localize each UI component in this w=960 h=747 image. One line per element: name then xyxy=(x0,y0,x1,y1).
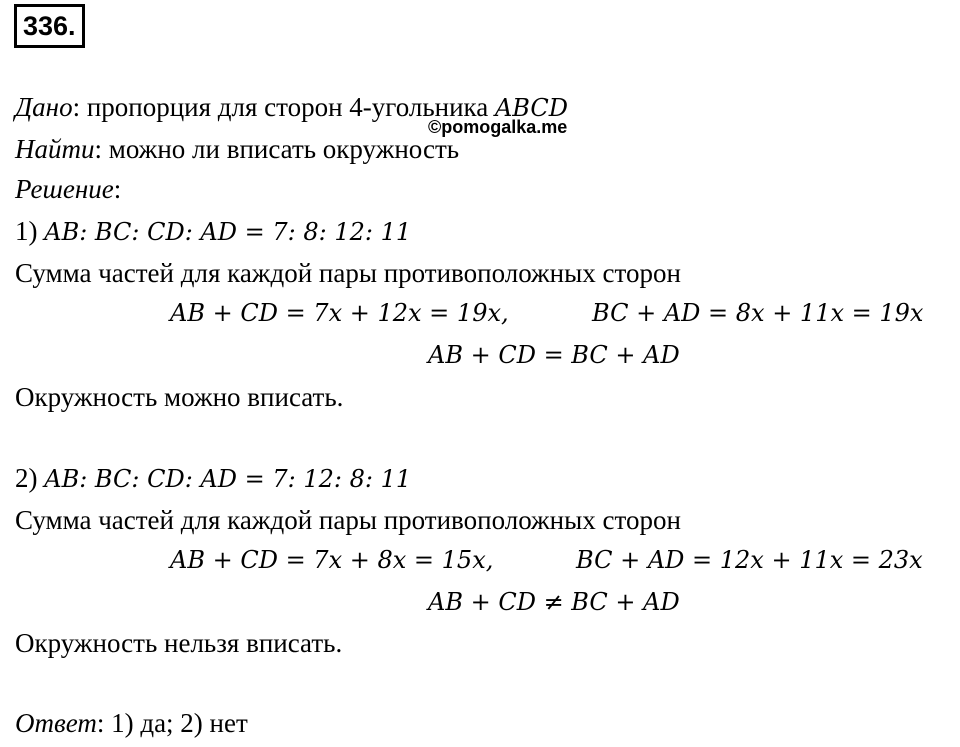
watermark: ©pomogalka.me xyxy=(428,117,568,137)
find-text: : можно ли вписать окружность xyxy=(94,134,460,164)
solution-colon: : xyxy=(113,174,122,204)
part1-eq-compare: AB + CD = BC + AD xyxy=(428,341,680,369)
problem-number: 336. xyxy=(14,4,85,48)
part2-ratio: AB: BC: CD: AD = 7: 12: 8: 11 xyxy=(44,465,412,493)
part1-conclusion: Окружность можно вписать. xyxy=(15,382,344,412)
answer-line xyxy=(15,706,248,740)
part1-sum-text: Сумма частей для каждой пары противоположных сторон xyxy=(15,258,681,288)
given-label: Дано xyxy=(15,92,73,122)
solution-label: Решение xyxy=(15,174,114,204)
part1-eq-right: BC + AD = 8x + 11x = 19x xyxy=(592,299,924,327)
part2-eq-compare: AB + CD ≠ BC + AD xyxy=(428,588,680,616)
answer-text: : 1) да; 2) нет xyxy=(96,708,248,738)
part2-conclusion: Окружность нельзя вписать. xyxy=(15,628,343,658)
part2-sum-text: Сумма частей для каждой пары противоположных сторон xyxy=(15,505,681,535)
find-label: Найти xyxy=(15,134,95,164)
part1-eq-left: AB + CD = 7x + 12x = 19x, xyxy=(170,299,509,327)
given-text: : пропорция для сторон 4-угольника xyxy=(72,92,495,122)
part2-number: 2) xyxy=(15,463,45,493)
answer-label: Ответ xyxy=(15,708,97,738)
part2-ratio-line xyxy=(15,461,411,496)
find-line xyxy=(15,132,459,166)
part1-ratio-line xyxy=(15,214,411,249)
part2-eq-right: BC + AD = 12x + 11x = 23x xyxy=(576,546,923,574)
part1-ratio: AB: BC: CD: AD = 7: 8: 12: 11 xyxy=(44,218,412,246)
given-line xyxy=(15,90,568,125)
part1-number: 1) xyxy=(15,216,45,246)
part2-eq-left: AB + CD = 7x + 8x = 15x, xyxy=(170,546,494,574)
given-math: ABCD xyxy=(494,94,568,122)
solution-line xyxy=(15,172,121,206)
